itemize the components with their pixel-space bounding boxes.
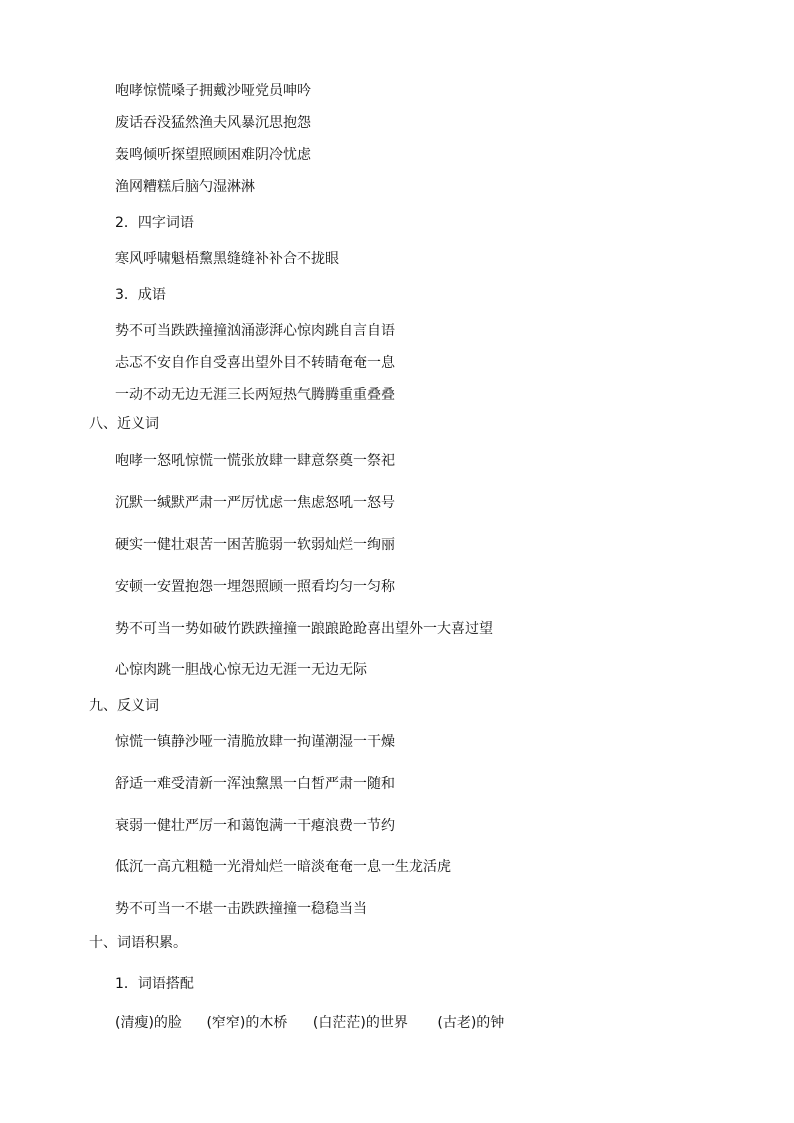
antonym-line-5: 势不可当一不堪一击跌跌撞撞一稳稳当当 [115,901,367,917]
synonym-line-4: 安顿一安置抱怨一埋怨照顾一照看均匀一匀称 [115,579,395,595]
synonym-line-3: 硬实一健壮艰苦一困苦脆弱一软弱灿烂一绚丽 [115,537,395,553]
synonym-line-5: 势不可当一势如破竹跌跌撞撞一踉踉跄跄喜出望外一大喜过望 [115,621,493,637]
subsection-four-char-heading: 2．四字词语 [115,215,194,231]
idiom-line-3: 一动不动无边无涯三长两短热气腾腾重重叠叠 [115,387,395,403]
antonym-line-2: 舒适一难受清新一浑浊黧黑一白皙严肃一随和 [115,776,395,792]
subsection-idiom-heading: 3．成语 [115,287,166,303]
vocab-line-1: 咆哮惊慌嗓子拥戴沙哑党员呻吟 [115,83,311,99]
synonym-section-heading: 八、近义词 [89,416,159,432]
antonym-line-4: 低沉一高亢粗糙一光滑灿烂一暗淡奄奄一息一生龙活虎 [115,859,451,875]
four-char-line-1: 寒风呼啸魁梧黧黑缝缝补补合不拢眼 [115,251,339,267]
vocab-line-2: 废话吞没猛然渔夫风暴沉思抱怨 [115,115,311,131]
collocation-item: (窄窄)的木桥 [206,1015,288,1031]
antonym-line-3: 衰弱一健壮严厉一和蔼饱满一干瘪浪费一节约 [115,818,395,834]
synonym-line-2: 沉默一缄默严肃一严厉忧虑一焦虑怒吼一怒号 [115,495,395,511]
vocab-line-3: 轰鸣倾听探望照顾困难阴冷忧虑 [115,147,311,163]
antonym-section-heading: 九、反义词 [89,698,159,714]
vocab-line-4: 渔网糟糕后脑勺湿淋淋 [115,179,255,195]
synonym-line-6: 心惊肉跳一胆战心惊无边无涯一无边无际 [115,662,367,678]
accumulation-section-heading: 十、词语积累。 [89,935,187,951]
collocation-item: (清瘦)的脸 [115,1015,182,1031]
collocation-line [115,1014,504,1032]
collocation-item: (白茫茫)的世界 [312,1015,408,1031]
synonym-line-1: 咆哮一怒吼惊慌一慌张放肆一肆意祭奠一祭祀 [115,453,395,469]
idiom-line-2: 忐忑不安自作自受喜出望外目不转睛奄奄一息 [115,355,395,371]
idiom-line-1: 势不可当跌跌撞撞汹涌澎湃心惊肉跳自言自语 [115,323,395,339]
antonym-line-1: 惊慌一镇静沙哑一清脆放肆一拘谨潮湿一干燥 [115,734,395,750]
collocation-subheading: 1．词语搭配 [115,976,194,992]
collocation-item: (古老)的钟 [437,1015,505,1031]
